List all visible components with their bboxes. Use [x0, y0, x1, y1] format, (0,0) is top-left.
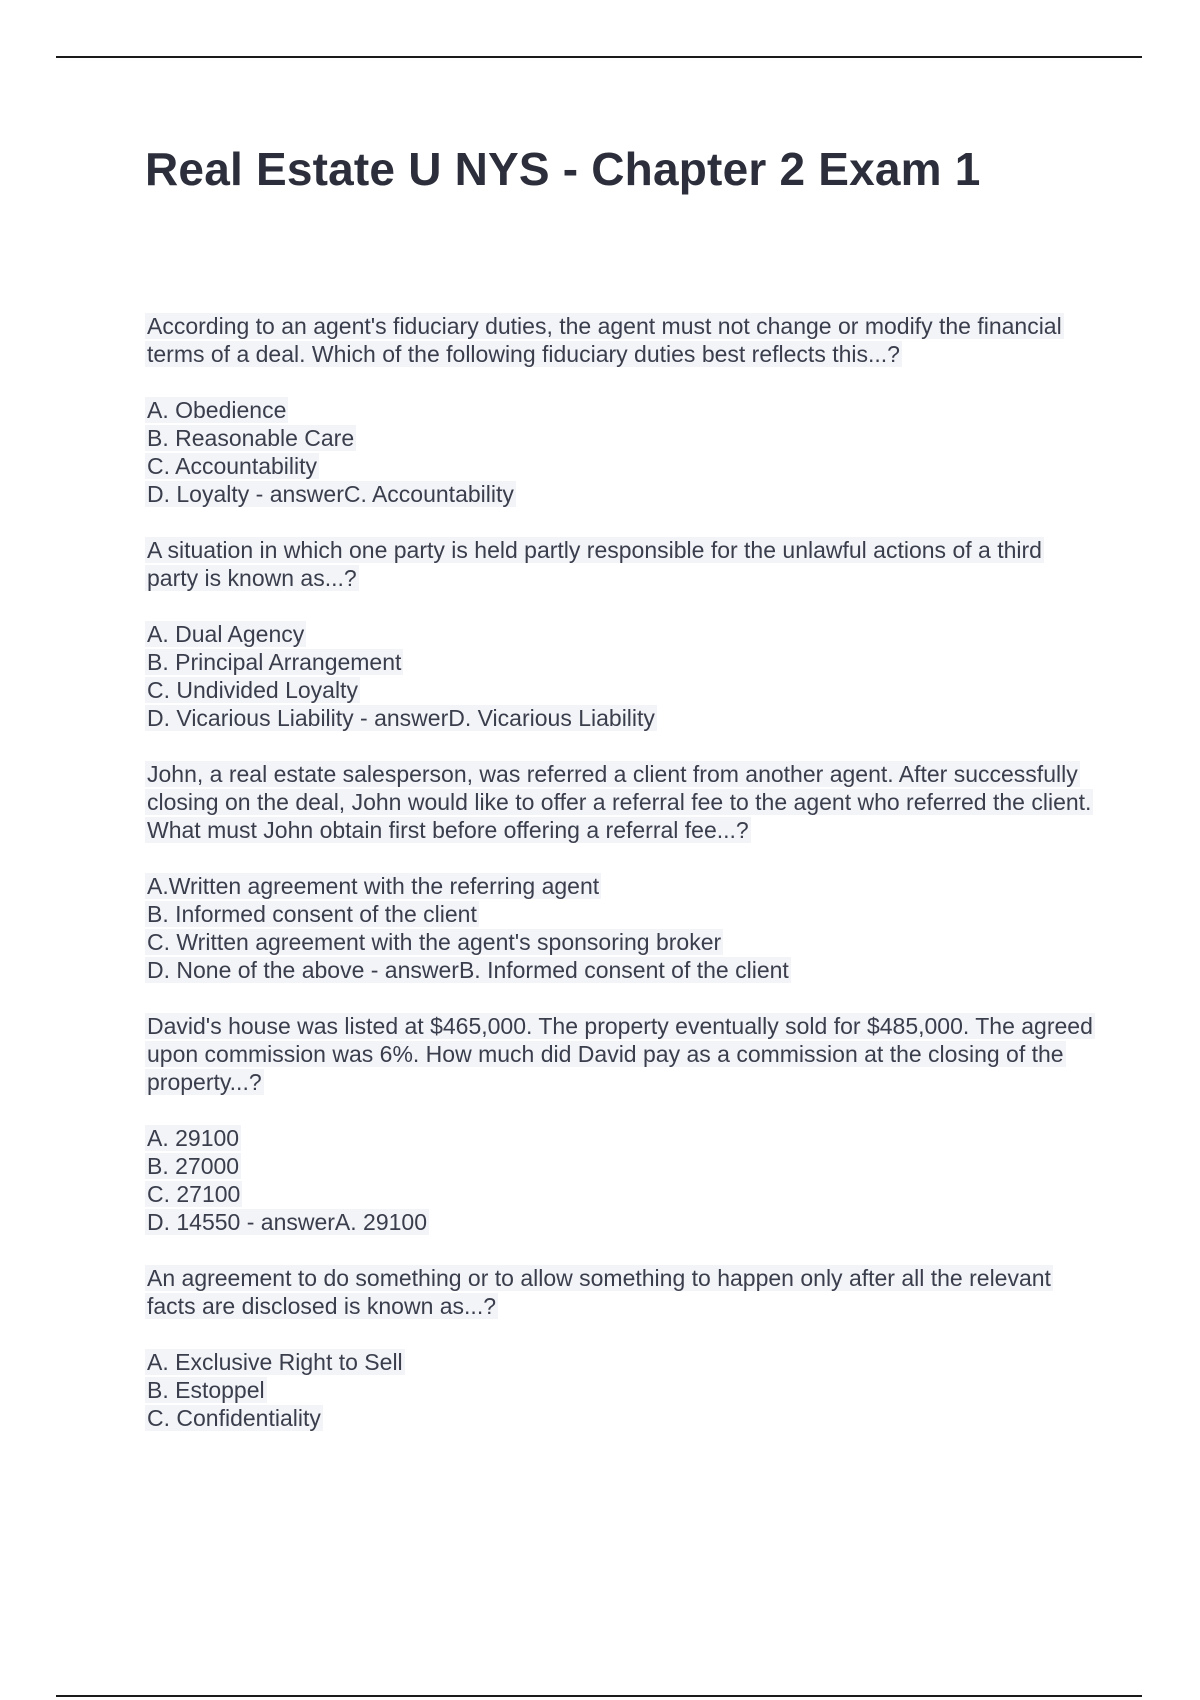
- option-d-answer: D. None of the above - answerB. Informed consent of the client: [147, 957, 789, 983]
- option-b: B. Principal Arrangement: [147, 649, 402, 675]
- option-a: A. Dual Agency: [147, 621, 305, 647]
- option-a: A. Exclusive Right to Sell: [147, 1349, 403, 1375]
- option-c: C. Confidentiality: [147, 1405, 321, 1431]
- bottom-divider: [56, 1695, 1142, 1697]
- option-b: B. Estoppel: [147, 1377, 265, 1403]
- exam-content: [145, 312, 1095, 1460]
- question-block-4: [145, 1012, 1095, 1236]
- option-a: A. Obedience: [147, 397, 287, 423]
- option-b: B. 27000: [147, 1153, 240, 1179]
- answer-options: [145, 872, 1095, 984]
- option-c: C. Undivided Loyalty: [147, 677, 358, 703]
- answer-options: [145, 1348, 1095, 1432]
- question-text: David's house was listed at $465,000. The property eventually sold for $485,000. The agreed upon commission was 6%. How much did David pay as a commission at the closing of the property...?: [147, 1013, 1093, 1095]
- option-c: C. Written agreement with the agent's sponsoring broker: [147, 929, 722, 955]
- question-text: John, a real estate salesperson, was referred a client from another agent. After successfully closing on the deal, John would like to offer a referral fee to the agent who referred the client. What must John obtain first before offering a referral fee...?: [147, 761, 1092, 843]
- option-c: C. 27100: [147, 1181, 241, 1207]
- question-text: According to an agent's fiduciary duties, the agent must not change or modify the financial terms of a deal. Which of the following fiduciary duties best reflects this...?: [147, 313, 1062, 367]
- question-block-2: [145, 536, 1095, 732]
- option-a: A.Written agreement with the referring agent: [147, 873, 600, 899]
- question-block-3: [145, 760, 1095, 984]
- option-d-answer: D. Loyalty - answerC. Accountability: [147, 481, 514, 507]
- question-text: A situation in which one party is held partly responsible for the unlawful actions of a third party is known as...?: [147, 537, 1042, 591]
- question-block-1: [145, 312, 1095, 508]
- option-a: A. 29100: [147, 1125, 240, 1151]
- option-d-answer: D. 14550 - answerA. 29100: [147, 1209, 428, 1235]
- option-b: B. Informed consent of the client: [147, 901, 477, 927]
- question-text: An agreement to do something or to allow something to happen only after all the relevant facts are disclosed is known as...?: [147, 1265, 1051, 1319]
- answer-options: [145, 396, 1095, 508]
- answer-options: [145, 620, 1095, 732]
- page-title: Real Estate U NYS - Chapter 2 Exam 1: [145, 143, 981, 195]
- option-b: B. Reasonable Care: [147, 425, 355, 451]
- question-block-5: [145, 1264, 1095, 1432]
- top-divider: [56, 56, 1142, 58]
- answer-options: [145, 1124, 1095, 1236]
- option-c: C. Accountability: [147, 453, 318, 479]
- option-d-answer: D. Vicarious Liability - answerD. Vicarious Liability: [147, 705, 655, 731]
